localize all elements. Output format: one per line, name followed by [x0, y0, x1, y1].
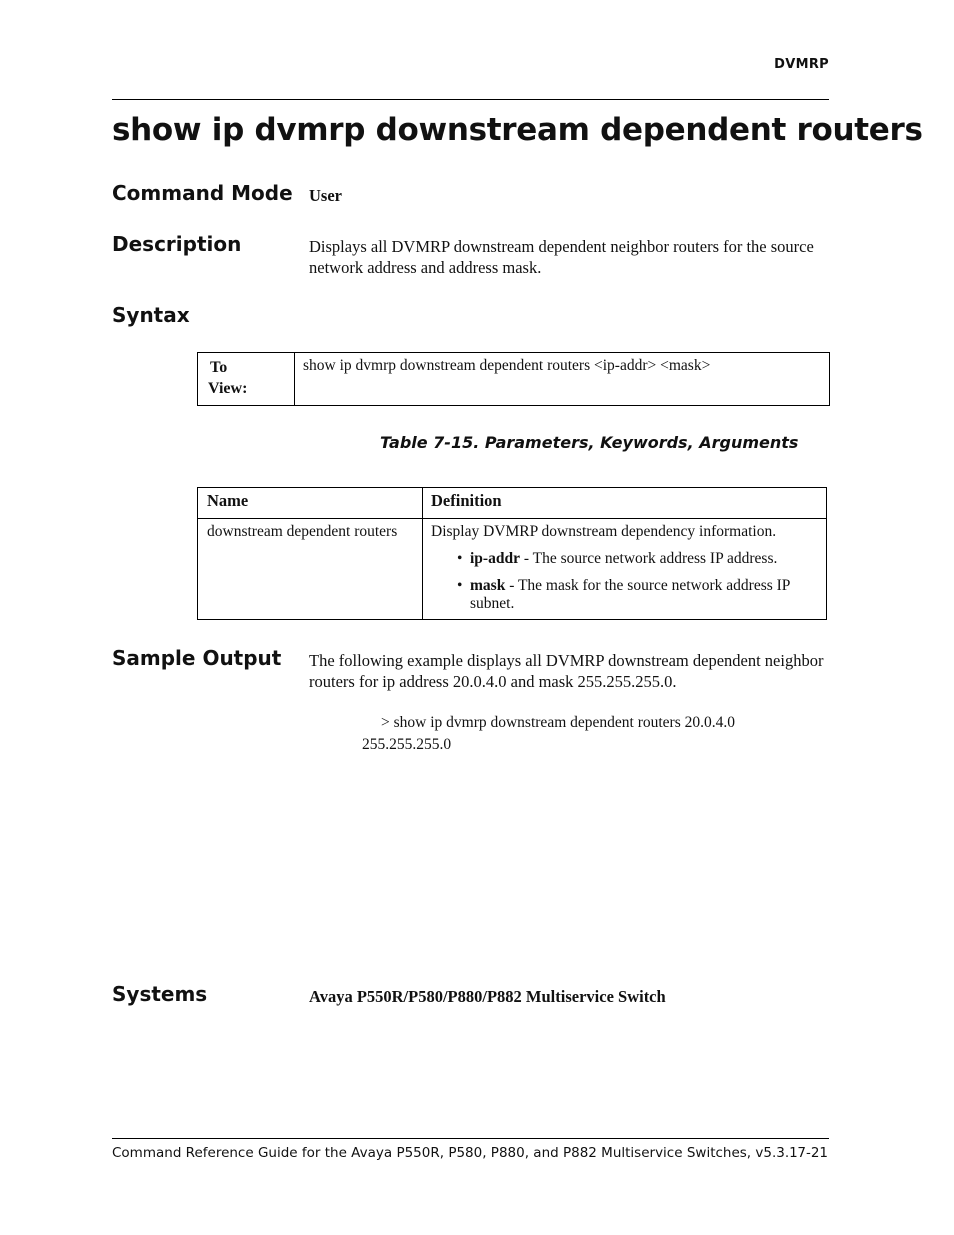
bullet-mask	[470, 577, 820, 613]
footer-divider	[112, 1138, 829, 1139]
bullet-text: - The source network address IP address.	[519, 550, 778, 567]
systems-value: Avaya P550R/P580/P880/P882 Multiservice Switch	[309, 987, 666, 1006]
syntax-label	[198, 353, 295, 405]
description-text: Displays all DVMRP downstream dependent neighbor routers for the source network address and address mask.	[309, 237, 814, 277]
parameters-table	[197, 487, 827, 620]
bullet-marker: •	[457, 550, 463, 567]
systems-heading: Systems	[112, 982, 208, 1006]
header-divider	[112, 99, 829, 100]
command-mode-heading: Command Mode	[112, 181, 293, 205]
syntax-heading: Syntax	[112, 303, 190, 327]
bullet-term: mask	[470, 577, 506, 594]
syntax-table	[197, 352, 830, 406]
description-heading: Description	[112, 232, 242, 256]
bullet-marker: •	[457, 577, 463, 594]
syntax-label-line2: View:	[208, 380, 248, 397]
page-title: show ip dvmrp downstream dependent routers	[112, 112, 923, 148]
table-header-name: Name	[207, 491, 249, 510]
running-head: DVMRP	[774, 57, 829, 72]
table-header-row	[198, 488, 826, 519]
command-mode-value: User	[309, 186, 342, 205]
sample-output-text: The following example displays all DVMRP downstream dependent neighbor routers for ip address 20.0.4.0 and mask 255.255.255.0.	[309, 651, 824, 691]
table-header-definition: Definition	[431, 491, 502, 510]
sample-output-heading: Sample Output	[112, 646, 282, 670]
table-column-divider	[422, 488, 423, 619]
table-caption: Table 7-15. Parameters, Keywords, Arguments	[380, 433, 799, 452]
table-cell-definition: Display DVMRP downstream dependency information.	[431, 523, 777, 540]
footer-text: Command Reference Guide for the Avaya P550R, P580, P880, and P882 Multiservice Switches, v5.3.1	[112, 1145, 798, 1161]
table-cell-name: downstream dependent routers	[207, 523, 398, 540]
syntax-command: show ip dvmrp downstream dependent routers <ip-addr> <mask>	[303, 357, 711, 374]
sample-command-line: > show ip dvmrp downstream dependent routers 20.0.4.0	[381, 714, 735, 731]
syntax-label-line1: To	[210, 359, 228, 376]
bullet-ip-addr	[470, 550, 820, 568]
bullet-term: ip-addr	[470, 550, 520, 567]
bullet-text: - The mask for the source network address IP subnet.	[470, 577, 790, 612]
page-number: 7-21	[797, 1145, 828, 1161]
sample-command-line: 255.255.255.0	[362, 736, 452, 753]
